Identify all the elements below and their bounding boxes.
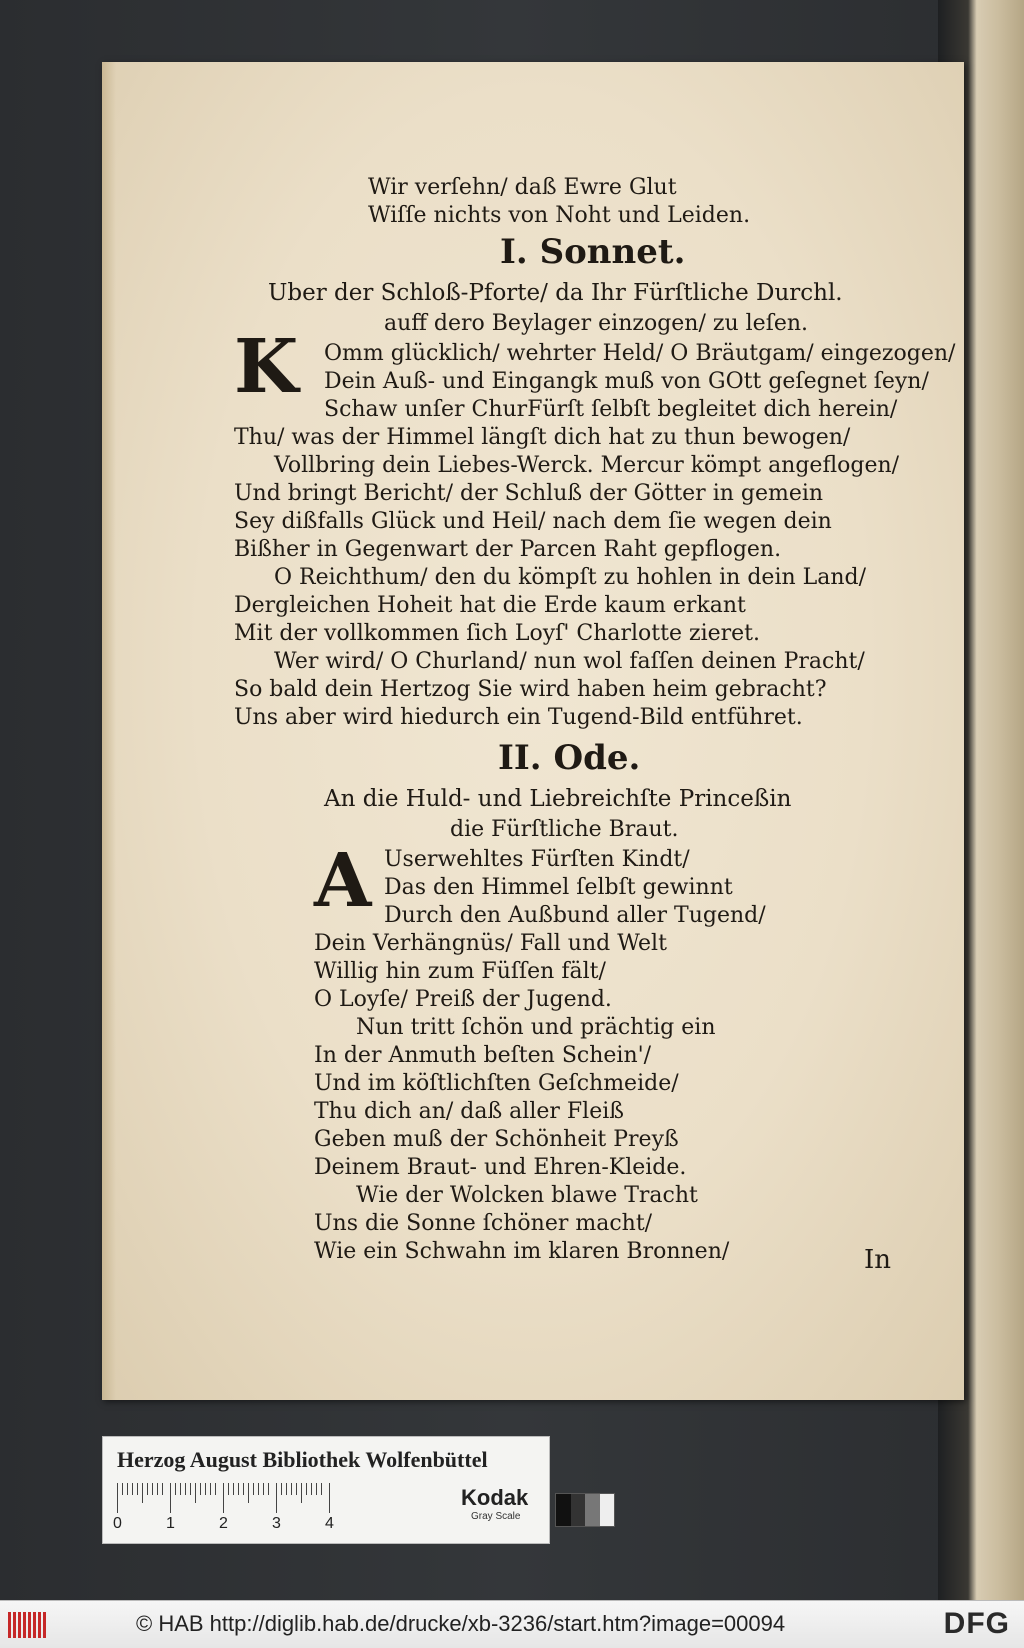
gray-patches <box>555 1493 615 1527</box>
text-line: Und bringt Bericht/ der Schluß der Götter in gemein <box>234 481 824 506</box>
text-line: So bald dein Hertzog Sie wird haben heim gebracht? <box>234 677 827 702</box>
ruler <box>117 1483 445 1513</box>
text-line: Userwehltes Fürſten Kindt/ <box>384 847 690 872</box>
text-line: Uns die Sonne ſchöner macht/ <box>314 1211 653 1236</box>
drop-cap: A <box>314 838 372 924</box>
section-subheading: Uber der Schloß-Pforte/ da Ihr Fürſtliche Durchl. <box>268 280 843 306</box>
section-subheading: An die Huld- und Liebreichſte Princeßin <box>324 786 792 812</box>
text-line: Uns aber wird hiedurch ein Tugend-Bild entführet. <box>234 705 803 730</box>
text-line: Wer wird/ O Churland/ nun wol faſſen deinen Pracht/ <box>274 649 865 674</box>
footer-url[interactable]: © HAB http://diglib.hab.de/drucke/xb-3236/start.htm?image=00094 <box>136 1611 786 1636</box>
book-page <box>102 62 964 1400</box>
ruler-number: 1 <box>166 1515 175 1532</box>
kodak-brand: Kodak <box>461 1485 529 1510</box>
text-line: Geben muß der Schönheit Preyß <box>314 1127 679 1152</box>
text-line: Sey dißfalls Glück und Heil/ nach dem ſie wegen dein <box>234 509 832 534</box>
section-subheading: auff dero Beylager einzogen/ zu leſen. <box>384 311 809 336</box>
scale-card <box>102 1436 550 1544</box>
text-line: In der Anmuth beſten Schein'/ <box>314 1043 652 1068</box>
text-line: O Reichthum/ den du kömpſt zu hohlen in dein Land/ <box>274 565 867 590</box>
library-name: Herzog August Bibliothek Wolfenbüttel <box>117 1447 488 1472</box>
text-line: Nun tritt ſchön und prächtig ein <box>356 1015 716 1040</box>
text-line: Und im köſtlichſten Geſchmeide/ <box>314 1071 679 1096</box>
text-line: O Loyſe/ Preiß der Jugend. <box>314 987 612 1012</box>
dfg-logo: DFG <box>943 1607 1010 1640</box>
text-line: Vollbring dein Liebes-Werck. Mercur kömpt angeflogen/ <box>274 453 900 478</box>
text-line: Wir verſehn/ daß Ewre Glut <box>368 175 677 200</box>
section-heading-sonnet: I. Sonnet. <box>500 232 686 272</box>
text-line: Durch den Außbund aller Tugend/ <box>384 903 766 928</box>
text-line: Deinem Braut- und Ehren-Kleide. <box>314 1155 687 1180</box>
catchword: In <box>864 1245 892 1275</box>
page-text <box>102 62 964 1400</box>
ruler-number: 3 <box>272 1515 281 1532</box>
text-line: Dein Verhängnüs/ Fall und Welt <box>314 931 667 956</box>
text-line: Das den Himmel ſelbſt gewinnt <box>384 875 733 900</box>
text-line: Dergleichen Hoheit hat die Erde kaum erkant <box>234 593 746 618</box>
text-line: Mit der vollkommen ſich Loyſ' Charlotte zieret. <box>234 621 760 646</box>
drop-cap: K <box>234 324 299 410</box>
text-line: Thu dich an/ daß aller Fleiß <box>314 1099 624 1124</box>
text-line: Wiſſe nichts von Noht und Leiden. <box>368 203 751 228</box>
barcode-icon <box>8 1612 48 1638</box>
gray-scale-label: Gray Scale <box>471 1511 521 1522</box>
ruler-number: 0 <box>113 1515 122 1532</box>
ruler-number: 2 <box>219 1515 228 1532</box>
text-line: Schaw unſer ChurFürſt ſelbſt begleitet dich herein/ <box>324 397 898 422</box>
text-line: Wie ein Schwahn im klaren Bronnen/ <box>314 1239 730 1264</box>
section-subheading: die Fürſtliche Braut. <box>450 817 679 842</box>
text-line: Bißher in Gegenwart der Parcen Raht gepflogen. <box>234 537 782 562</box>
section-heading-ode: II. Ode. <box>498 738 641 778</box>
text-line: Thu/ was der Himmel längſt dich hat zu thun bewogen/ <box>234 425 851 450</box>
text-line: Dein Auß- und Eingangk muß von GOtt geſegnet ſeyn/ <box>324 369 929 394</box>
text-line: Omm glücklich/ wehrter Held/ O Bräutgam/ eingezogen/ <box>324 341 956 366</box>
footer-bar <box>0 1600 1024 1648</box>
ruler-number: 4 <box>325 1515 334 1532</box>
text-line: Willig hin zum Füſſen fält/ <box>314 959 606 984</box>
text-line: Wie der Wolcken blawe Tracht <box>356 1183 698 1208</box>
